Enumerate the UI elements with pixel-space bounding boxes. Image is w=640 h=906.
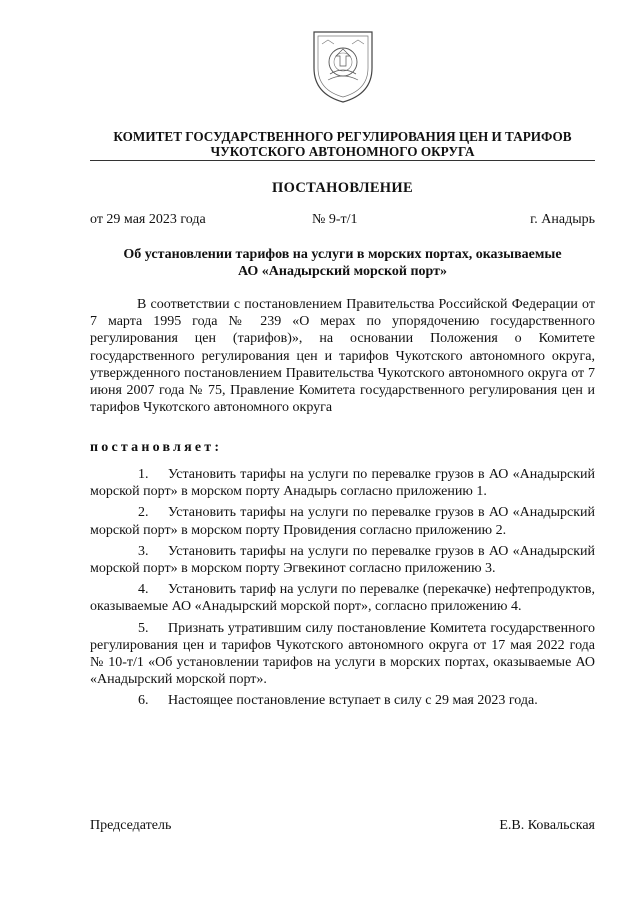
chukotka-coat-of-arms-icon [308, 22, 378, 106]
item-number: 5. [138, 620, 149, 636]
committee-name [90, 129, 595, 159]
decree-item [90, 620, 595, 689]
decree-items [90, 466, 595, 714]
item-number: 4. [138, 582, 149, 598]
signatory-title: Председатель [90, 818, 172, 833]
header-divider [90, 160, 595, 161]
item-text: Настоящее постановление вступает в силу с 29 мая 2023 года. [168, 693, 538, 709]
decree-item [90, 692, 595, 709]
item-number: 2. [138, 505, 149, 521]
decree-word: постановляет: [90, 440, 223, 455]
signatory-name: Е.В. Ковальская [499, 818, 595, 833]
date-number-place-row [90, 212, 595, 230]
item-text: Признать утратившим силу постановление Комитета государственного регулирования цен и тарифов Чукотского автономного округа от 17 мая 2022 года № 10-т/1 «Об установлении тарифов на услуги в морских портах, оказываемые АО «Анадырский морской порт». [90, 620, 595, 688]
document-subject [90, 246, 595, 280]
subject-line-1: Об установлении тарифов на услуги в морских портах, оказываемые [123, 247, 562, 262]
decree-item [90, 504, 595, 538]
committee-line-1: КОМИТЕТ ГОСУДАРСТВЕННОГО РЕГУЛИРОВАНИЯ ЦЕН И ТАРИФОВ [113, 129, 572, 144]
item-text: Установить тариф на услуги по перевалке (перекачке) нефтепродуктов, оказываемые АО «Анадырский морской порт», согласно приложению 4. [90, 582, 595, 615]
item-text: Установить тарифы на услуги по перевалке грузов в АО «Анадырский морской порт» в морском порту Провидения согласно приложению 2. [90, 505, 595, 538]
decree-item [90, 543, 595, 577]
item-number: 1. [138, 467, 149, 482]
document-number: № 9-т/1 [312, 212, 358, 227]
document-type: ПОСТАНОВЛЕНИЕ [272, 180, 413, 196]
document-date: от 29 мая 2023 года [90, 212, 206, 227]
preamble-paragraph: В соответствии с постановлением Правительства Российской Федерации от 7 марта 1995 года № 239 «О мерах по упорядочению государственного регулирования цен (тарифов)», на основании Положения о Комитете государственного регулирования цен и тарифов Чукотского автономного округа, утвержденного постановлением Правительства Чукотского автономного округа от 7 июня 2007 года № 75, Правление Комитета государственного регулирования цен и тарифов Чукотского автономного округа [90, 297, 595, 416]
item-text: Установить тарифы на услуги по перевалке грузов в АО «Анадырский морской порт» в морском порту Анадырь согласно приложению 1. [90, 467, 595, 500]
document-place: г. Анадырь [530, 212, 595, 227]
subject-line-2: АО «Анадырский морской порт» [237, 264, 448, 279]
committee-line-2: ЧУКОТСКОГО АВТОНОМНОГО ОКРУГА [210, 144, 475, 159]
item-number: 3. [138, 543, 149, 559]
decree-item [90, 581, 595, 615]
item-number: 6. [138, 693, 149, 709]
item-text: Установить тарифы на услуги по перевалке грузов в АО «Анадырский морской порт» в морском порту Эгвекинот согласно приложению 3. [90, 543, 595, 577]
decree-item [90, 466, 595, 500]
